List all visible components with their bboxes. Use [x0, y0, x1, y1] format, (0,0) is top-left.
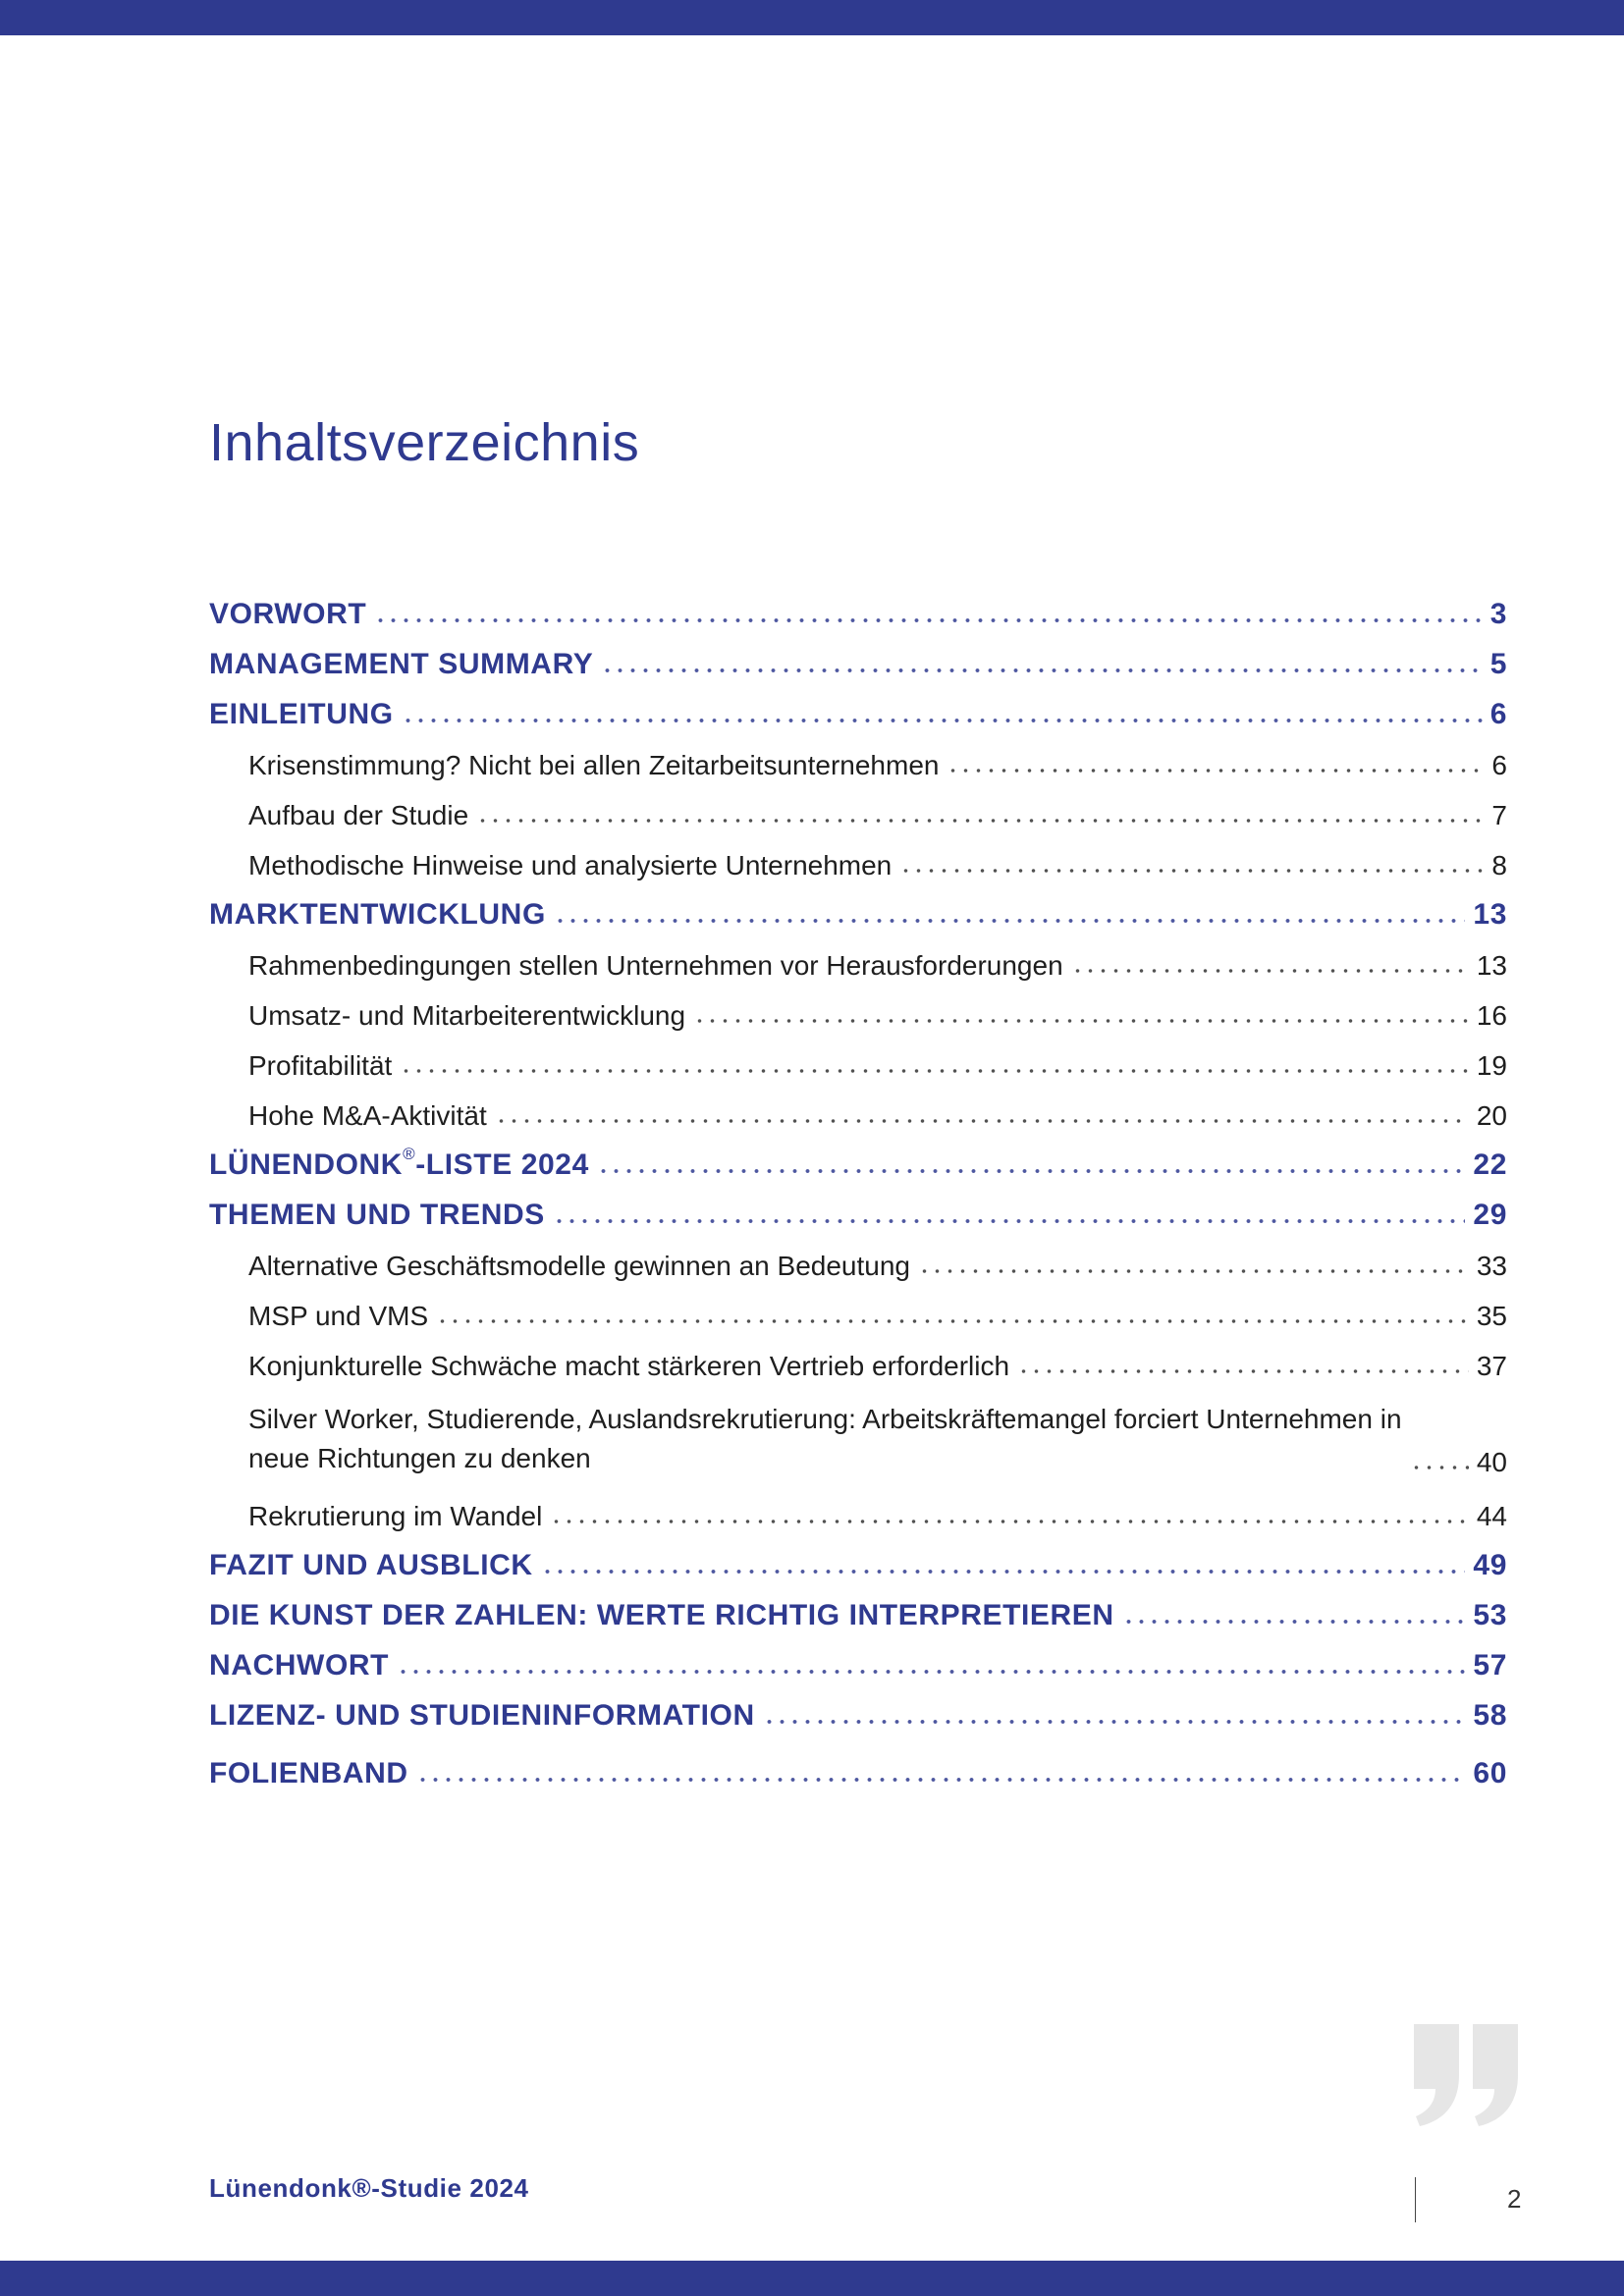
- toc-page-number: 44: [1476, 1501, 1507, 1531]
- toc-entry-marktentwicklung[interactable]: [209, 889, 1507, 939]
- dot-leader: [601, 666, 1482, 675]
- toc-label: Aufbau der Studie: [248, 800, 469, 830]
- toc-page-number: 20: [1476, 1100, 1507, 1131]
- toc-label: Alternative Geschäftsmodelle gewinnen an Bedeutung: [248, 1251, 910, 1281]
- toc-label: Rekrutierung im Wandel: [248, 1501, 543, 1531]
- dot-leader: [476, 816, 1484, 826]
- toc-page-number: 8: [1491, 850, 1507, 881]
- toc-entry-umsatz[interactable]: [248, 989, 1507, 1040]
- toc-page-number: 33: [1476, 1251, 1507, 1281]
- top-brand-bar: [0, 0, 1624, 35]
- dot-leader: [554, 916, 1466, 926]
- quote-mark-icon: [1410, 2024, 1524, 2126]
- dot-leader: [402, 716, 1483, 725]
- toc-label: Rahmenbedingungen stellen Unternehmen vor Herausforderungen: [248, 950, 1063, 981]
- toc-label: Profitabilität: [248, 1050, 393, 1081]
- toc-page-number: 6: [1491, 750, 1507, 780]
- dot-leader: [1017, 1366, 1469, 1376]
- toc-label: VORWORT: [209, 598, 367, 630]
- dot-leader: [597, 1166, 1466, 1176]
- toc-entry-msp-vms[interactable]: [248, 1290, 1507, 1340]
- toc-label-part: LÜNENDONK: [209, 1148, 404, 1181]
- toc-label: Hohe M&A-Aktivität: [248, 1100, 487, 1131]
- toc-page-number: 7: [1491, 800, 1507, 830]
- dot-leader: [918, 1266, 1469, 1276]
- toc-label: NACHWORT: [209, 1649, 390, 1682]
- toc-entry-silver-worker[interactable]: [248, 1390, 1507, 1490]
- dot-leader: [397, 1667, 1465, 1677]
- dot-leader: [947, 766, 1484, 775]
- toc-entry-alternative[interactable]: [248, 1240, 1507, 1290]
- toc-page-number: 5: [1489, 648, 1507, 680]
- dot-leader: [416, 1775, 1466, 1785]
- toc-page-number: 37: [1476, 1351, 1507, 1381]
- toc-page-number: 16: [1476, 1000, 1507, 1031]
- toc-entry-rekrutierung[interactable]: [248, 1490, 1507, 1540]
- dot-leader: [1410, 1463, 1469, 1472]
- toc-page-number: 22: [1473, 1148, 1507, 1181]
- bottom-brand-bar: [0, 2261, 1624, 2296]
- toc-entry-kunst-der-zahlen[interactable]: [209, 1590, 1507, 1640]
- toc-label: [248, 1400, 1402, 1486]
- toc-label: LIZENZ- UND STUDIENINFORMATION: [209, 1699, 755, 1732]
- toc-page-number: 6: [1489, 698, 1507, 730]
- page-title: Inhaltsverzeichnis: [209, 413, 640, 472]
- dot-leader: [541, 1567, 1466, 1576]
- dot-leader: [374, 615, 1482, 625]
- toc-label: MSP und VMS: [248, 1301, 429, 1331]
- toc-entry-lizenz[interactable]: [209, 1690, 1507, 1740]
- dot-leader: [553, 1216, 1466, 1226]
- toc-entry-einleitung[interactable]: [209, 689, 1507, 739]
- toc-label-line: Silver Worker, Studierende, Auslandsrekrutierung: Arbeitskräftemangel forciert Unternehmen in: [248, 1404, 1402, 1434]
- toc-entry-themen-und-trends[interactable]: [209, 1190, 1507, 1240]
- toc-entry-folienband[interactable]: [209, 1748, 1507, 1798]
- toc-page-number: 40: [1476, 1447, 1507, 1477]
- toc-entry-aufbau[interactable]: [248, 789, 1507, 839]
- toc-label: [209, 1145, 589, 1190]
- toc-page-number: 57: [1473, 1649, 1507, 1682]
- footer-study-title: Lünendonk®-Studie 2024: [209, 2173, 529, 2203]
- toc-entry-rahmenbedingungen[interactable]: [248, 939, 1507, 989]
- toc-label: DIE KUNST DER ZAHLEN: WERTE RICHTIG INTERPRETIEREN: [209, 1599, 1114, 1631]
- toc-page-number: 58: [1473, 1699, 1507, 1732]
- toc-entry-nachwort[interactable]: [209, 1640, 1507, 1690]
- toc-label: Methodische Hinweise und analysierte Unternehmen: [248, 850, 893, 881]
- dot-leader: [495, 1116, 1469, 1126]
- toc-page-number: 49: [1473, 1549, 1507, 1581]
- table-of-contents: [209, 589, 1507, 1798]
- toc-page-number: 3: [1489, 598, 1507, 630]
- toc-page-number: 13: [1473, 898, 1507, 931]
- toc-label-line: neue Richtungen zu denken: [248, 1443, 591, 1473]
- toc-entry-vorwort[interactable]: [209, 589, 1507, 639]
- toc-entry-profitabilitaet[interactable]: [248, 1040, 1507, 1090]
- toc-entry-mna[interactable]: [248, 1090, 1507, 1140]
- toc-label: THEMEN UND TRENDS: [209, 1199, 545, 1231]
- toc-entry-konjunktur[interactable]: [248, 1340, 1507, 1390]
- toc-page-number: 29: [1473, 1199, 1507, 1231]
- toc-label: MARKTENTWICKLUNG: [209, 898, 546, 931]
- toc-page-number: 53: [1473, 1599, 1507, 1631]
- toc-page-number: 60: [1473, 1757, 1507, 1789]
- dot-leader: [899, 866, 1484, 876]
- toc-label: FOLIENBAND: [209, 1757, 408, 1789]
- toc-label: FAZIT UND AUSBLICK: [209, 1549, 533, 1581]
- dot-leader: [550, 1517, 1469, 1526]
- toc-page-number: 35: [1476, 1301, 1507, 1331]
- toc-entry-management-summary[interactable]: [209, 639, 1507, 689]
- dot-leader: [763, 1717, 1466, 1727]
- toc-entry-methodik[interactable]: [248, 839, 1507, 889]
- footer-divider: [1415, 2177, 1416, 2222]
- dot-leader: [400, 1066, 1469, 1076]
- page-number: 2: [1507, 2184, 1522, 2214]
- toc-page-number: 19: [1476, 1050, 1507, 1081]
- toc-label-part: -LISTE 2024: [415, 1148, 589, 1181]
- toc-label: EINLEITUNG: [209, 698, 394, 730]
- toc-label: Krisenstimmung? Nicht bei allen Zeitarbeitsunternehmen: [248, 750, 940, 780]
- dot-leader: [1122, 1617, 1466, 1627]
- dot-leader: [436, 1316, 1469, 1326]
- toc-label: MANAGEMENT SUMMARY: [209, 648, 594, 680]
- toc-label: Konjunkturelle Schwäche macht stärkeren Vertrieb erforderlich: [248, 1351, 1010, 1381]
- dot-leader: [693, 1016, 1469, 1026]
- toc-entry-fazit[interactable]: [209, 1540, 1507, 1590]
- toc-label: Umsatz- und Mitarbeiterentwicklung: [248, 1000, 686, 1031]
- toc-page-number: 13: [1476, 950, 1507, 981]
- registered-mark: ®: [403, 1145, 416, 1163]
- toc-entry-krisenstimmung[interactable]: [248, 739, 1507, 789]
- toc-entry-luenendonk-liste[interactable]: [209, 1140, 1507, 1190]
- dot-leader: [1071, 966, 1469, 976]
